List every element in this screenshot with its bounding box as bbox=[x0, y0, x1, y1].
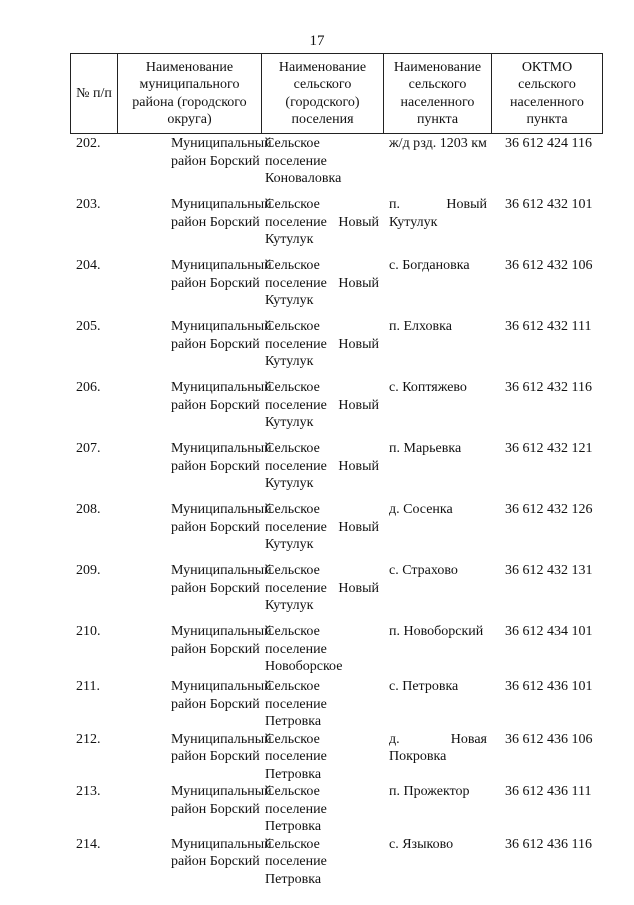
page-number: 17 bbox=[309, 33, 325, 49]
table-row bbox=[70, 440, 602, 501]
row-number: 207. bbox=[76, 441, 101, 456]
header-oktmo: ОКТМО сельского населенного пункта bbox=[492, 54, 603, 134]
row-district: Муниципальный район Борский bbox=[171, 258, 272, 291]
row-district: Муниципальный район Борский bbox=[171, 441, 272, 474]
row-oktmo: 36 612 436 116 bbox=[505, 836, 592, 852]
row-district: Муниципальный район Борский bbox=[171, 563, 272, 596]
row-settlement: Сельское поселение Новый Кутулук bbox=[265, 258, 379, 308]
row-oktmo: 36 612 436 111 bbox=[505, 784, 592, 799]
row-settlement: Сельское поселение Петровка bbox=[265, 679, 327, 729]
row-number: 202. bbox=[76, 136, 101, 151]
table-row bbox=[70, 783, 602, 836]
row-locality: д. Новая Покровка bbox=[389, 731, 487, 764]
row-locality: п. Новоборский bbox=[389, 624, 484, 639]
row-number: 206. bbox=[76, 380, 101, 395]
row-number: 211. bbox=[76, 679, 100, 694]
table-row bbox=[70, 318, 602, 379]
row-oktmo: 36 612 432 126 bbox=[505, 502, 593, 517]
row-number: 210. bbox=[76, 624, 101, 639]
row-locality: п. Новый Кутулук bbox=[389, 197, 487, 230]
row-settlement: Сельское поселение Коноваловка bbox=[265, 136, 342, 186]
table-row bbox=[70, 135, 602, 196]
table-body bbox=[70, 135, 602, 888]
row-district: Муниципальный район Борский bbox=[171, 679, 272, 712]
row-locality: с. Петровка bbox=[389, 679, 459, 694]
row-number: 205. bbox=[76, 319, 101, 334]
row-locality: п. Прожектор bbox=[389, 784, 470, 799]
table-row bbox=[70, 731, 602, 784]
table-row bbox=[70, 836, 602, 889]
row-oktmo: 36 612 434 101 bbox=[505, 624, 593, 639]
row-locality: п. Марьевка bbox=[389, 441, 462, 456]
row-district: Муниципальный район Борский bbox=[171, 319, 272, 352]
row-number: 208. bbox=[76, 502, 101, 517]
row-number: 203. bbox=[76, 197, 101, 212]
row-oktmo: 36 612 432 131 bbox=[505, 563, 593, 578]
row-settlement: Сельское поселение Новый Кутулук bbox=[265, 319, 379, 369]
table-row bbox=[70, 196, 602, 257]
row-number: 213. bbox=[76, 784, 101, 799]
row-oktmo: 36 612 432 116 bbox=[505, 380, 592, 395]
table-row bbox=[70, 501, 602, 562]
row-number: 214. bbox=[76, 836, 101, 852]
table-row bbox=[70, 623, 602, 678]
row-settlement: Сельское поселение Петровка bbox=[265, 731, 327, 782]
row-settlement: Сельское поселение Новый Кутулук bbox=[265, 197, 379, 247]
row-oktmo: 36 612 432 121 bbox=[505, 441, 593, 456]
row-locality: с. Языково bbox=[389, 836, 454, 852]
row-settlement: Сельское поселение Новый Кутулук bbox=[265, 441, 379, 491]
row-number: 209. bbox=[76, 563, 101, 578]
table-row bbox=[70, 257, 602, 318]
row-settlement: Сельское поселение Петровка bbox=[265, 784, 327, 834]
row-oktmo: 36 612 436 106 bbox=[505, 731, 593, 747]
row-oktmo: 36 612 424 116 bbox=[505, 136, 592, 151]
table-header bbox=[70, 53, 603, 134]
row-settlement: Сельское поселение Новый Кутулук bbox=[265, 380, 379, 430]
row-settlement: Сельское поселение Новоборское bbox=[265, 624, 343, 674]
row-district: Муниципальный район Борский bbox=[171, 502, 272, 535]
row-locality: ж/д рзд. 1203 км bbox=[389, 136, 487, 151]
table-row bbox=[70, 379, 602, 440]
row-locality: п. Елховка bbox=[389, 319, 452, 334]
row-district: Муниципальный район Борский bbox=[171, 731, 272, 764]
row-oktmo: 36 612 432 111 bbox=[505, 319, 592, 334]
row-locality: с. Страхово bbox=[389, 563, 458, 578]
row-locality: д. Сосенка bbox=[389, 502, 453, 517]
row-district: Муниципальный район Борский bbox=[171, 784, 272, 817]
row-number: 212. bbox=[76, 731, 101, 747]
row-oktmo: 36 612 432 101 bbox=[505, 197, 593, 212]
header-locality: Наименование сельского населенного пункта bbox=[384, 54, 492, 134]
row-oktmo: 36 612 436 101 bbox=[505, 679, 593, 694]
row-number: 204. bbox=[76, 258, 101, 273]
row-settlement: Сельское поселение Новый Кутулук bbox=[265, 502, 379, 552]
row-settlement: Сельское поселение Новый Кутулук bbox=[265, 563, 379, 613]
table-row bbox=[70, 678, 602, 731]
row-district: Муниципальный район Борский bbox=[171, 380, 272, 413]
row-district: Муниципальный район Борский bbox=[171, 197, 272, 230]
row-locality: с. Богдановка bbox=[389, 258, 470, 273]
row-district: Муниципальный район Борский bbox=[171, 136, 272, 169]
row-district: Муниципальный район Борский bbox=[171, 624, 272, 657]
row-oktmo: 36 612 432 106 bbox=[505, 258, 593, 273]
header-number: № п/п bbox=[71, 54, 118, 134]
table-row bbox=[70, 562, 602, 623]
row-district: Муниципальный район Борский bbox=[171, 836, 272, 869]
row-locality: с. Коптяжево bbox=[389, 380, 467, 395]
header-settlement: Наименование сельского (городского) поселения bbox=[262, 54, 384, 134]
row-settlement: Сельское поселение Петровка bbox=[265, 836, 327, 887]
header-district: Наименование муниципального района (городского округа) bbox=[118, 54, 262, 134]
